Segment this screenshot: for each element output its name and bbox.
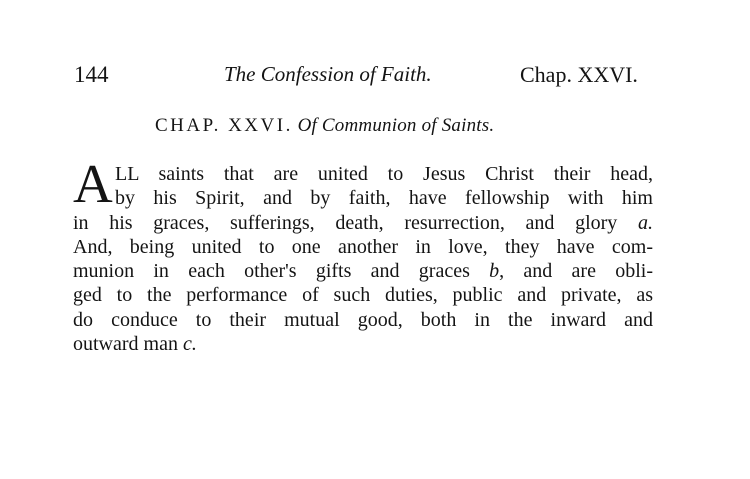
note-reference: b	[489, 260, 500, 283]
page-number: 144	[74, 62, 109, 87]
text-line: munion in each other's gifts and graces b, and are obli-	[73, 260, 653, 283]
text-line: ged to the performance of such duties, public and private, as	[73, 284, 653, 307]
running-head	[0, 62, 750, 96]
running-title: The Confession of Faith.	[224, 62, 432, 86]
chapter-reference: Chap. XXVI.	[520, 62, 638, 87]
text-line: by his Spirit, and by faith, have fellowship with him	[115, 187, 653, 210]
text-line: LL saints that are united to Jesus Christ their head,	[115, 163, 653, 185]
text-line: And, being united to one another in love, they have com-	[73, 235, 653, 258]
chapter-label: CHAP. XXVI.	[155, 115, 293, 136]
text-line: in his graces, sufferings, death, resurrection, and glory a.	[73, 211, 653, 234]
note-reference: a.	[638, 211, 653, 234]
text-line: outward man c.	[73, 333, 197, 356]
body-paragraph	[73, 153, 653, 356]
chapter-heading	[155, 115, 494, 137]
chapter-title: Of Communion of Saints.	[297, 115, 495, 136]
note-reference: c.	[182, 333, 197, 356]
drop-cap: A	[73, 153, 113, 214]
text-line: do conduce to their mutual good, both in the inward and	[73, 308, 653, 331]
